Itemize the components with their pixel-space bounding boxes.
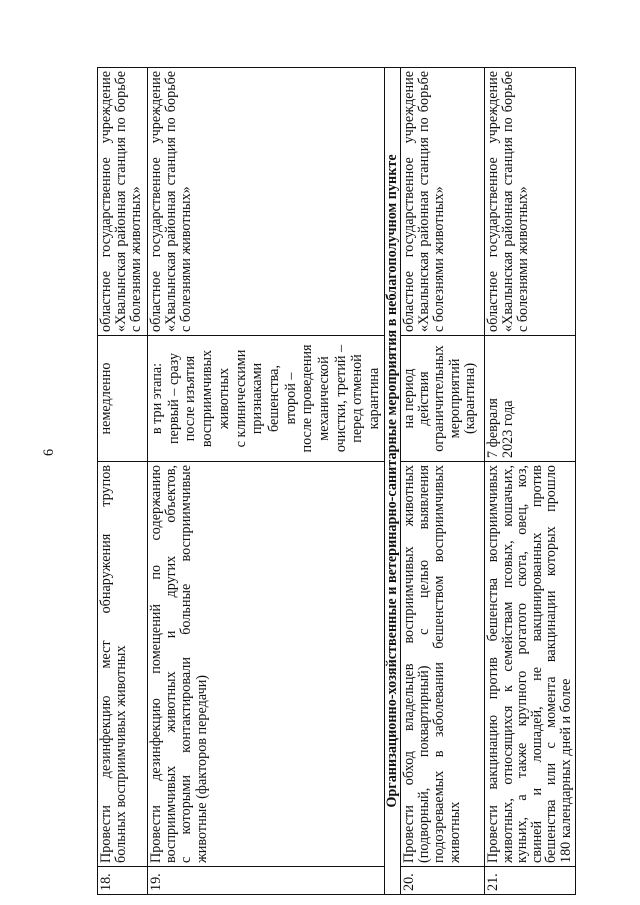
responsible-cell bbox=[485, 68, 576, 336]
deadline-cell bbox=[401, 336, 485, 462]
responsible-line: областное государственное учреждение bbox=[98, 71, 114, 332]
responsible-cell bbox=[401, 68, 485, 336]
section-title-cell bbox=[385, 68, 401, 895]
responsible-line: «Хвалынская районная станция по борьбе bbox=[113, 71, 130, 332]
responsible-line: с болезнями животных» bbox=[515, 186, 532, 332]
action-line: куньих, а также крупного рогатого скота, овец, коз, bbox=[514, 465, 531, 863]
row-number: 19. bbox=[148, 873, 164, 891]
row-number: 21. bbox=[485, 873, 501, 891]
responsible-line: с болезнями животных» bbox=[431, 186, 448, 332]
action-line: подозреваемых в заболевании бешенством восприимчивых bbox=[431, 465, 448, 863]
responsible-line: областное государственное учреждение bbox=[148, 71, 164, 332]
responsible-line: «Хвалынская районная станция по борьбе bbox=[163, 71, 180, 332]
deadline-line: перед отменой bbox=[349, 354, 366, 443]
deadline-line: немедленно bbox=[98, 362, 114, 435]
row-number: 20. bbox=[401, 873, 417, 891]
section-title: Организационно-хозяйственные и ветеринарно-санитарные мероприятия в неблагополучном пункте bbox=[384, 154, 400, 808]
table-row bbox=[98, 68, 148, 895]
row-number-cell bbox=[401, 867, 485, 895]
deadline-line: с клиническими bbox=[232, 349, 249, 448]
section-row bbox=[385, 68, 401, 895]
deadline-cell bbox=[485, 336, 576, 462]
action-line: с которыми контактировали больные восприимчивые bbox=[178, 465, 195, 863]
deadline-line: в три этапа: bbox=[149, 362, 165, 435]
row-number-cell bbox=[98, 867, 148, 895]
deadline-line: восприимчивых bbox=[199, 349, 216, 448]
responsible-line: областное государственное учреждение bbox=[485, 71, 501, 332]
action-line: Провести обход владельцев восприимчивых животных bbox=[401, 465, 417, 863]
deadline-line: бешенства, bbox=[265, 365, 282, 432]
deadline-line: ограничительных bbox=[431, 345, 448, 452]
deadline-cell bbox=[148, 336, 385, 462]
page-number: 6 bbox=[41, 448, 57, 457]
action-line: животные (факторов передачи) bbox=[193, 674, 210, 863]
row-number: 18. bbox=[98, 873, 114, 891]
deadline-cell bbox=[98, 336, 148, 462]
responsible-line: «Хвалынская районная станция по борьбе bbox=[500, 71, 517, 332]
table-row bbox=[148, 68, 385, 895]
action-line: Провести дезинфекцию помещений по содержанию bbox=[148, 465, 164, 863]
measures-table bbox=[97, 67, 576, 895]
action-line: Провести вакцинацию против бешенства восприимчивых bbox=[485, 465, 501, 863]
row-number-cell bbox=[485, 867, 576, 895]
deadline-line: действия bbox=[416, 371, 433, 426]
action-line: Провести дезинфекцию мест обнаружения трупов bbox=[98, 465, 114, 863]
action-line: больных восприимчивых животных bbox=[113, 645, 130, 863]
responsible-line: с болезнями животных» bbox=[178, 186, 195, 332]
action-line: (подворный, поквартирный) с целью выявления bbox=[416, 465, 433, 863]
deadline-line: на период bbox=[401, 368, 417, 429]
action-line: животных, относящихся к семействам псовых, кошачьих, bbox=[499, 465, 516, 863]
responsible-cell bbox=[98, 68, 148, 336]
deadline-line: 2023 года bbox=[500, 400, 517, 458]
deadline-line: (карантина) bbox=[461, 362, 478, 435]
deadline-line: 7 февраля bbox=[485, 398, 501, 458]
deadline-line: после проведения bbox=[299, 344, 316, 453]
row-number-cell bbox=[148, 867, 385, 895]
action-line: 180 календарных дней и более bbox=[557, 678, 574, 863]
deadline-line: второй – bbox=[282, 372, 299, 425]
action-line: свиней и лошадей, не вакцинированных против bbox=[528, 465, 545, 863]
responsible-cell bbox=[148, 68, 385, 336]
responsible-line: областное государственное учреждение bbox=[401, 71, 417, 332]
deadline-line: признаками bbox=[249, 362, 266, 435]
responsible-line: «Хвалынская районная станция по борьбе bbox=[416, 71, 433, 332]
action-cell bbox=[98, 462, 148, 867]
deadline-line: мероприятий bbox=[446, 358, 463, 439]
action-cell bbox=[148, 462, 385, 867]
action-line: бешенства или с момента вакцинации которых прошло bbox=[543, 465, 560, 863]
responsible-line: с болезнями животных» bbox=[128, 186, 145, 332]
action-cell bbox=[401, 462, 485, 867]
deadline-line: карантина bbox=[366, 367, 383, 430]
deadline-line: животных bbox=[215, 367, 232, 430]
table-row bbox=[401, 68, 485, 895]
action-line: восприимчивых животных и других объектов, bbox=[163, 465, 180, 863]
action-line: животных bbox=[446, 801, 463, 863]
action-cell bbox=[485, 462, 576, 867]
deadline-line: после изъятия bbox=[182, 355, 199, 442]
table-row bbox=[485, 68, 576, 895]
deadline-line: очистки, третий – bbox=[332, 344, 349, 453]
deadline-line: первый – сразу bbox=[165, 352, 182, 445]
deadline-line: механической bbox=[316, 356, 333, 441]
